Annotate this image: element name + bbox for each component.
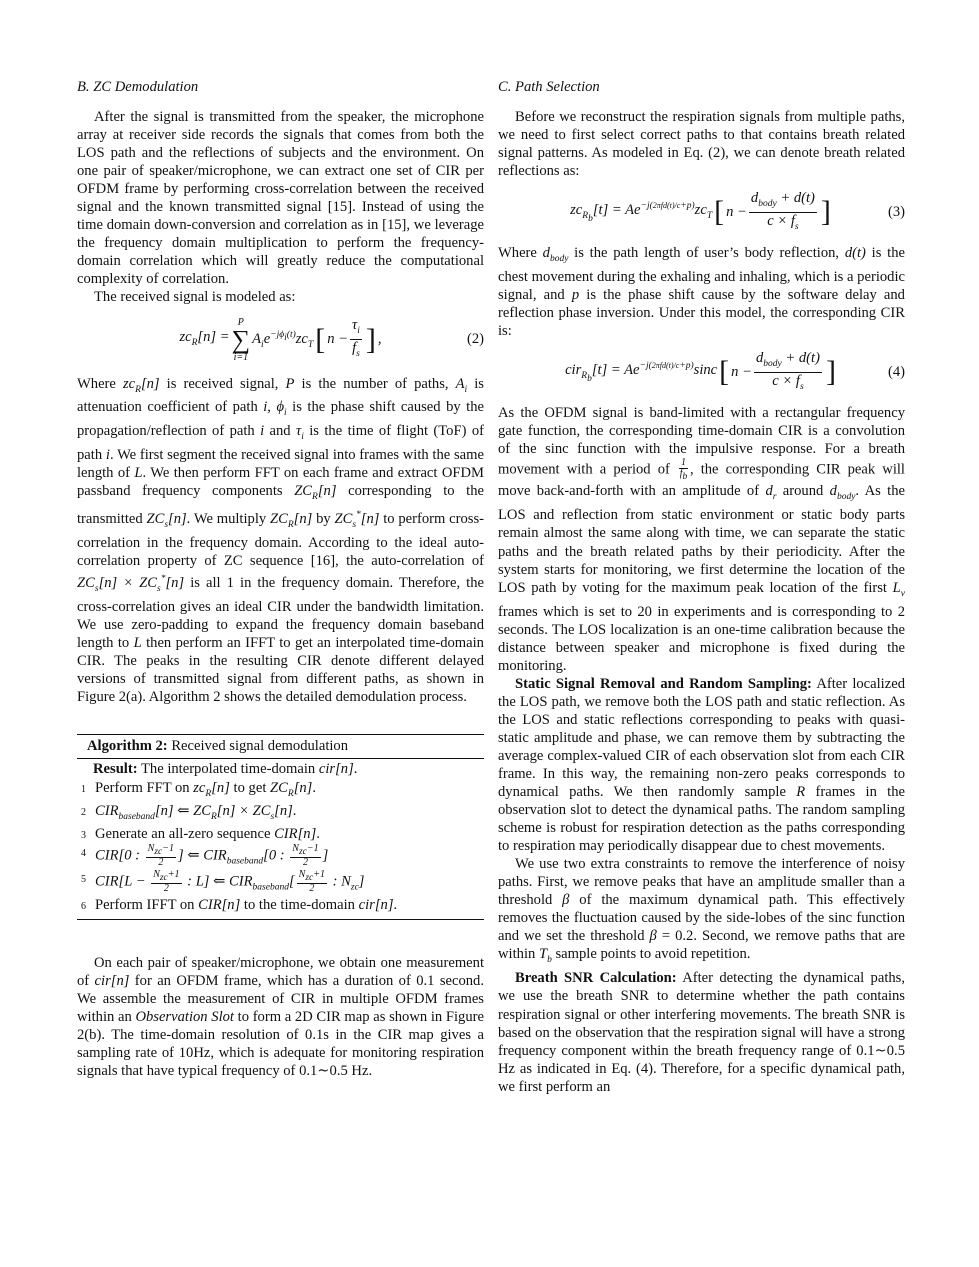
- paragraph: Before we reconstruct the respiration signals from multiple paths, we need to first select correct paths to that contains breath related signal patterns. As modeled in Eq. (2), we can denote breath related reflections as:: [498, 109, 905, 180]
- algorithm-result: Result: The interpolated time-domain cir[n].: [93, 761, 358, 778]
- algorithm-line: 2 $CIR_{baseband}[n]$ ⇐ $ZC_R[n] \times ZC_s[n]$ .: [81, 803, 297, 823]
- paragraph: Where $zc_R[n]$ is received signal, P is the number of paths, $A_i$ is attenuation coefficient of path i, $\phi_i$ is the phase shift caused by the propagation/reflection of path i and $\tau_i$ is the time of flight (ToF) of path i. We first segment the received signal into frames with the same length of L. We then perform FFT on each frame and extract OFDM passband frequency components $ZC_R[n]$ corresponding to the transmitted $ZC_s[n]$. We multiply $ZC_R[n]$ by $ZC_s^*[n]$ to perform cross-correlation in the frequency domain. According to the ideal auto-correlation property of ZC sequence [16], the auto-correlation of $ZC_s[n] \times ZC_s^*[n]$ is all 1 in the frequency domain. Therefore, the cross-correlation gives an ideal CIR under the bandwidth limitation. We use zero-padding to expand the frequency domain baseband length to L then perform an IFFT to get an interpolated time-domain CIR. The peaks in the resulting CIR denote different delayed versions of transmitted signal from different paths, as shown in Figure 2(a). Algorithm 2 shows the detailed demodulation process.: [77, 375, 485, 706]
- equation-number: (4): [887, 364, 905, 381]
- paragraph: The received signal is modeled as:: [94, 289, 296, 306]
- algorithm-title: Algorithm 2: Received signal demodulation: [77, 735, 484, 759]
- algorithm-box: [77, 734, 484, 919]
- left-column: [77, 78, 484, 1080]
- equation-number: (2): [466, 331, 484, 348]
- paragraph: Where $d_{body}$ is the path length of user’s body reflection, d(t) is the chest movement during the exhaling and inhaling, which is a periodic signal, and p is the phase shift cause by the software delay and reflection phase inversion. Under this model, the corresponding CIR is:: [498, 245, 905, 340]
- algorithm-line: 1 Perform FFT on $zc_R[n]$ to get $ZC_R[n]$.: [81, 780, 317, 800]
- section-heading: B. ZC Demodulation: [77, 79, 199, 95]
- equation-3: $zc_{R_b}[t] = Ae^{-j(2\pi fd(t)/c+p)}zc_T$ [ n − $\frac{d_{body} + d(t)}{c \times f_s}$ ] (3): [570, 189, 905, 232]
- equation-2: $zc_R[n]$ = P ∑ i=1 $A_ie^{-j\phi_i(t)}zc_T$ [ n − $\frac{\tau_i}{f_s}$ ] , (2): [179, 316, 484, 363]
- equation-number: (3): [887, 204, 905, 221]
- paragraph: After the signal is transmitted from the speaker, the microphone array at receiver side records the signals that comes from both the LOS path and the reflections of subjects and the environment. On one pair of speaker/microphone, we can extract one set of CIR per OFDM frame by performing cross-correlation between the received signal and the known transmitted signal [15]. Instead of using the time domain down-conversion and correlation as in [15], we leverage the frequency domain multiplication to perform the frequency-domain correlation which will greatly reduce the computational complexity of correlation.: [77, 109, 484, 288]
- right-column: [498, 78, 905, 1096]
- paragraph: Breath SNR Calculation: After detecting the dynamical paths, we use the breath SNR to determine whether the path contains respiration signal or other interfering movements. The breath SNR is based on the observation that the respiration signal will have a strong frequency component within the breath frequency range of 0.1∼0.5 Hz as indicated in Eq. (4). Therefore, for a specific dynamical path, we first perform an: [498, 970, 906, 1095]
- paragraph: We use two extra constraints to remove the interference of noisy paths. First, we remove peaks that have an amplitude smaller than a threshold β of the maximum dynamical path. This effectively removes the fluctuation caused by the side-lobes of the sinc function and we set the threshold β = 0.2. Second, we remove paths that are within $T_b$ sample points to avoid repetition.: [498, 856, 905, 966]
- equation-4: $cir_{R_b}[t] = Ae^{-j(2\pi fd(t)/c+p)}\sin c$ [ n − $\frac{d_{body} + d(t)}{c \times f_s}$ ] (4): [565, 349, 905, 392]
- paragraph: On each pair of speaker/microphone, we obtain one measurement of cir[n] for an OFDM frame, which has a duration of 0.1 second. We assemble the measurement of CIR in multiple OFDM frames within an Observation Slot to form a 2D CIR map as shown in Figure 2(b). The time-domain resolution of 0.1s in the CIR map gives a sampling rate of 10Hz, which is adequate for monitoring respiration signals that have typical frequency of 0.1∼0.5 Hz.: [77, 954, 484, 1080]
- paragraph: Static Signal Removal and Random Sampling: After localized the LOS path, we remove both the LOS path and static reflection. As the LOS and static reflections corresponding to peaks with quasi-static amplitude and phase, we can remove them by subtracting the average complex-valued CIR of each observation slot from each CIR frame. In this way, the remaining non-zero peaks corresponds to dynamical paths. We then randomly sample R frames in the observation slot to detect the dynamical paths. The random sampling scheme is robust for respiration detection as the paths corresponding to respiration may periodically disappear due to chest movements.: [498, 675, 905, 855]
- section-heading: C. Path Selection: [498, 79, 600, 95]
- algorithm-line: 4 CIR[0 : $\frac{N_{zc}-1}{2}$ ] ⇐ $CIR_{baseband}[0$ : $\frac{N_{zc}-1}{2}$ ]: [81, 843, 329, 869]
- algorithm-line: 5 CIR[L − $\frac{N_{zc}+1}{2}$ : L] ⇐ $CIR_{baseband}$[ $\frac{N_{zc}+1}{2}$ : $N_{zc}$]: [81, 869, 365, 895]
- algorithm-line: 3 Generate an all-zero sequence CIR[n].: [81, 826, 320, 843]
- paragraph: As the OFDM signal is band-limited with a rectangular frequency gate function, the corresponding time-domain CIR is a convolution of the sinc function with the impulsive response. For a breath movement with a period of $\frac{1}{f_b}$ , the corresponding CIR peak will move back-and-forth with an amplitude of $d_r$ around $d_{body}$. As the LOS and reflection from static environment or static body parts remain almost the same along with time, we can separate the static paths and the breath related paths by their periodicity. After the system starts for monitoring, we first determine the location of the LOS path by voting for the maximum peak location of the first $L_v$ frames which is set to 20 in experiments and is corresponding to 2 seconds. The LOS localization is an one-time calibration because the distance between speaker and microphone is fixed during the monitoring.: [498, 405, 905, 674]
- algorithm-line: 6 Perform IFFT on CIR[n] to the time-domain cir[n].: [81, 896, 398, 913]
